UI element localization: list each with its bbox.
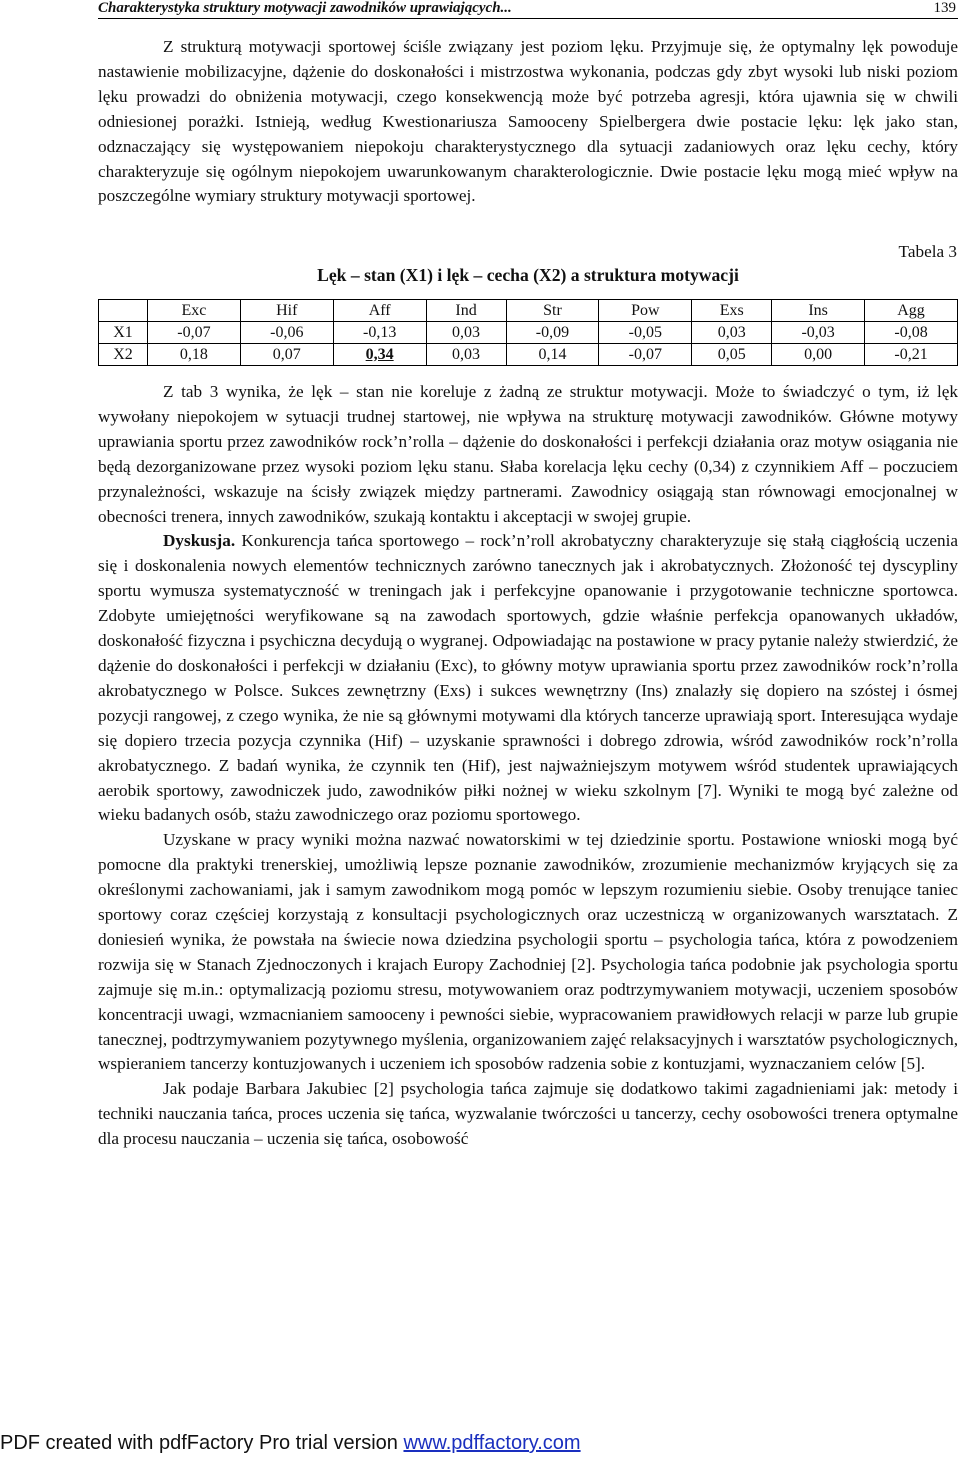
column-header: Str <box>506 300 599 322</box>
table-title: Lęk – stan (X1) i lęk – cecha (X2) a struktura motywacji <box>317 265 739 285</box>
table-cell: -0,05 <box>599 322 692 344</box>
column-header: Exc <box>148 300 241 322</box>
discussion-text: Konkurencja tańca sportowego – rock’n’roll akrobatyczny charakteryzuje się stałą ciągłością uczenia się i doskonalenia nowych elementów technicznych zarówno tanecznych jak i akrobatycznych. Złożoność tej dyscypliny sportu wymusza systematyczność w treningach jak i perfekcyjne opanowanie i przygotowanie techniczne sportowca. Zdobyte umiejętności weryfikowane są na zawodach sportowych, gdzie właśnie perfekcja opanowanych układów, doskonałość fizyczna i psychiczna decydują o wygranej. Odpowiadając na postawione w pracy pytanie należy stwierdzić, że dążenie do doskonałości i perfekcji w działaniu (Exc), to główny motyw uprawiania sportu przez zawodników rock’n’rolla akrobatycznego w Polsce. Sukces zewnętrzny (Exs) i sukces wewnętrzny (Ins) znalazły się dopiero na szóstej i ósmej pozycji rangowej, z czego wynika, że nie są głównymi motywami dla których tancerze uprawiają sport. Interesująca wydaje się dopiero trzecia pozycja czynnika (Hif) – uzyskanie sprawności i dobrego zdrowia, wśród zawodników rock’n’rolla akrobatycznego. Z badań wynika, że czynnik ten (Hif), jest najważniejszym motywem wśród studentek uprawiających aerobik sportowy, zawodniczek judo, zawodników piłki nożnej w wieku szkolnym [7]. Wyniki te mogą być zależne od wieku badanych osób, stażu zawodniczego oraz poziomu sportowego. <box>98 531 958 825</box>
discussion-heading: Dyskusja. <box>163 531 236 551</box>
correlation-table <box>98 299 958 366</box>
column-header: Pow <box>599 300 692 322</box>
table-cell: -0,03 <box>772 322 865 344</box>
table-cell: -0,21 <box>865 344 958 366</box>
column-header: Hif <box>240 300 333 322</box>
footer-text: PDF created with pdfFactory Pro trial version <box>0 1432 404 1454</box>
table-row <box>99 322 958 344</box>
row-header: X2 <box>99 344 148 366</box>
pdf-footer <box>0 1432 960 1455</box>
paragraph-text: Z strukturą motywacji sportowej ściśle związany jest poziom lęku. Przyjmuje się, że optymalny lęk powoduje nastawienie mobilizacyjne, dążenie do doskonałości i mistrzostwa wykonania, podczas gdy zbyt wysoki lub niski poziom lęku prowadzi do obniżenia motywacji, czego konsekwencją może być potrzeba agresji, która ujawnia się w chwili odniesionej porażki. Istnieją, według Kwestionariusza Samooceny Spielbergera dwie postacie lęku: lęk jako stan, odznaczający się występowaniem niepokoju charakterystycznego dla sytuacji zadaniowych oraz lęku cechy, który charakteryzuje się ogólnym niepokojem uwarunkowanym charakterologicznie. Dwie postacie lęku mogą mieć wpływ na poszczególne wymiary struktury motywacji sportowej. <box>98 37 958 206</box>
column-header: Ins <box>772 300 865 322</box>
column-header: Ind <box>426 300 506 322</box>
paragraph-conclusions: Uzyskane w pracy wyniki można nazwać nowatorskimi w tej dziedzinie sportu. Postawione wnioski mogą być pomocne dla praktyki trenerskiej, umożliwią lepsze poznanie zawodników, zrozumienie mechanizmów kryjących się za określonymi zachowaniami, jak i samym zawodnikom mogą pomóc w lepszym rozumieniu siebie. Osoby trenujące taniec sportowy coraz częściej korzystają z konsultacji psychologicznych oraz uczestniczą w organizowanych warsztatach. Z doniesień wynika, że powstała na świecie nowa dziedzina psychologii sportu – psychologia tańca, która z powodzeniem rozwija się w Stanach Zjednoczonych i krajach Europy Zachodniej [2]. Psychologia tańca podobnie jak psychologia sportu zajmuje się m.in.: optymalizacją poziomu stresu, motywowaniem oraz podtrzymywaniem motywacji, uczeniem sposobów koncentracji uwagi, wzmacnianiem samooceny i pewności siebie, wypracowaniem prawidłowych relacji w parze lub grupie tanecznej, podtrzymywaniem pozytywnego myślenia, organizowaniem zajęć relaksacyjnych i warsztatów psychologicznych, wspieraniem tancerzy kontuzjowanych i uczeniem ich sposobów radzenia sobie z kontuzjami, wyznaczaniem celów [5]. <box>98 830 958 1074</box>
table-cell: -0,07 <box>148 322 241 344</box>
table-row <box>99 344 958 366</box>
table-cell: 0,03 <box>426 344 506 366</box>
page-number: 139 <box>933 0 956 16</box>
table-cell: -0,06 <box>240 322 333 344</box>
paragraph-discussion <box>98 529 958 828</box>
running-title: Charakterystyka struktury motywacji zawodników uprawiających... <box>98 0 512 16</box>
table-cell: 0,07 <box>240 344 333 366</box>
table-cell: 0,05 <box>692 344 772 366</box>
table-cell: 0,03 <box>692 322 772 344</box>
column-header: Aff <box>333 300 426 322</box>
table-corner-cell <box>99 300 148 322</box>
column-header: Exs <box>692 300 772 322</box>
table-cell: 0,18 <box>148 344 241 366</box>
significant-value: 0,34 <box>365 345 394 363</box>
table-header-row <box>99 300 958 322</box>
table-cell: -0,08 <box>865 322 958 344</box>
table-cell: -0,09 <box>506 322 599 344</box>
running-header <box>98 0 958 19</box>
table-cell: -0,13 <box>333 322 426 344</box>
paragraph-dance-psychology: Jak podaje Barbara Jakubiec [2] psychologia tańca zajmuje się dodatkowo takimi zagadnieniami jak: metody i techniki nauczania tańca, proces uczenia się tańca, wyzwalanie twórczości u tancerzy, cechy osobowości trenera optymalne dla procesu nauczania – uczenia się tańca, osobowość <box>98 1079 958 1149</box>
column-header: Agg <box>865 300 958 322</box>
table-cell: 0,00 <box>772 344 865 366</box>
table-cell: 0,14 <box>506 344 599 366</box>
table-label: Tabela 3 <box>898 242 957 261</box>
table-cell-significant <box>333 344 426 366</box>
paragraph-anxiety-intro <box>98 35 958 209</box>
paragraph-table-discussion: Z tab 3 wynika, że lęk – stan nie koreluje z żadną ze struktur motywacji. Może to świadczyć o tym, iż lęk wywołany niepokojem w sytuacji trudnej startowej, nie wpływa na strukturę motywacji zawodników. Główne motywy uprawiania sportu przez zawodników rock’n’rolla – dążenie do doskonałości i perfekcji działania oraz motyw osiągania nie będą dezorganizowane przez wysoki poziom lęku stanu. Słaba korelacja lęku cechy (0,34) z czynnikiem Aff – poczuciem przynależności, wskazuje na ścisły związek między partnerami. Zawodnicy osiągają stan równowagi emocjonalnej w obecności trenera, innych zawodników, szukają kontaktu i akceptacji w swojej grupie. <box>98 382 958 526</box>
body-after-table <box>98 380 958 1152</box>
footer-link[interactable]: www.pdffactory.com <box>403 1432 581 1454</box>
row-header: X1 <box>99 322 148 344</box>
table-cell: 0,03 <box>426 322 506 344</box>
table-cell: -0,07 <box>599 344 692 366</box>
